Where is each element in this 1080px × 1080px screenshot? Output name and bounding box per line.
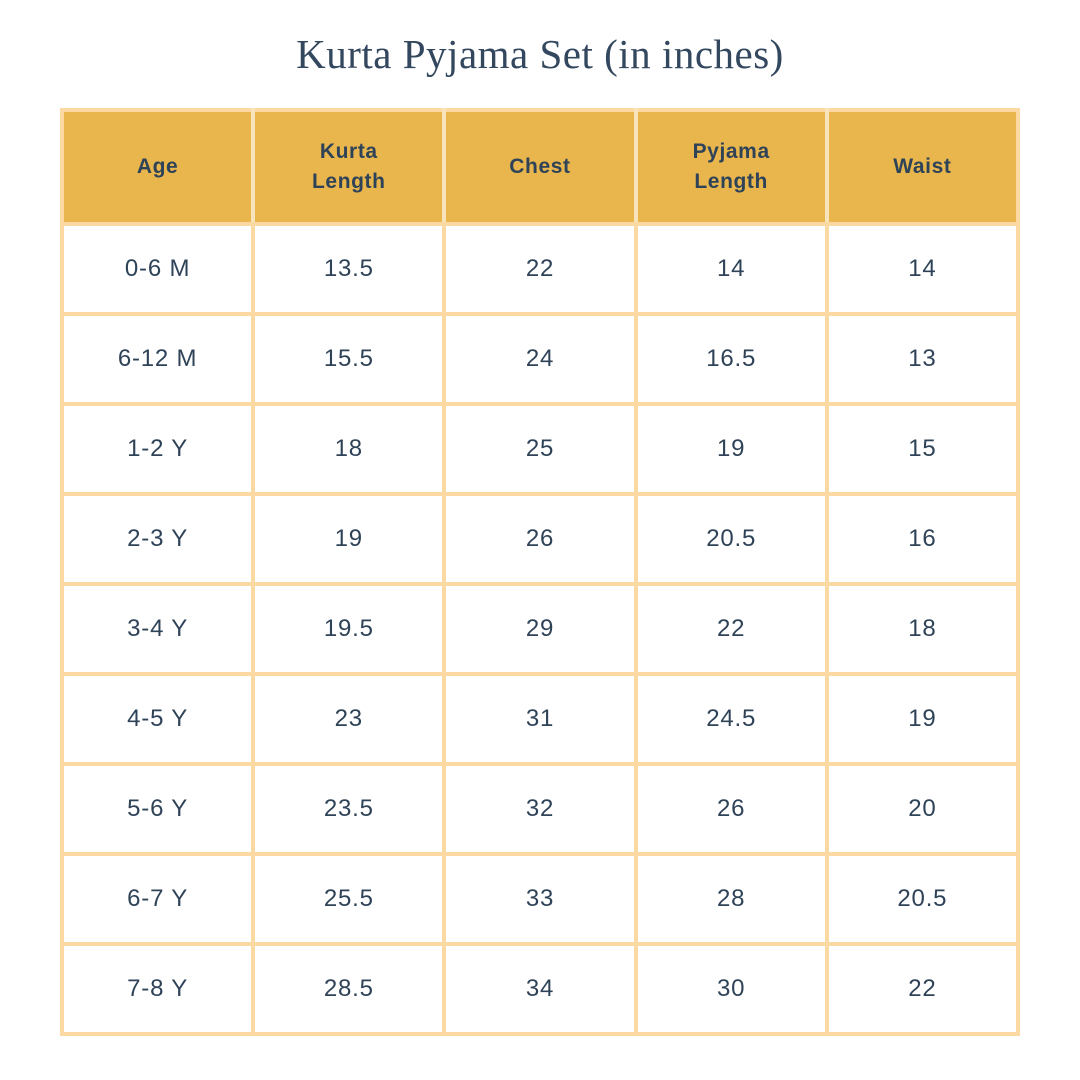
age-cell: 5-6 Y — [62, 764, 253, 854]
value-cell: 23 — [253, 674, 444, 764]
column-header-label: Pyjama Length — [692, 139, 770, 193]
table-row — [62, 314, 1018, 404]
age-cell: 3-4 Y — [62, 584, 253, 674]
column-header-label: Chest — [509, 154, 571, 178]
value-cell: 19 — [253, 494, 444, 584]
age-cell: 7-8 Y — [62, 944, 253, 1034]
value-cell: 14 — [827, 224, 1018, 314]
size-chart-table — [60, 108, 1020, 1036]
column-header-label: Age — [136, 154, 179, 178]
value-cell: 19 — [636, 404, 827, 494]
value-cell: 13 — [827, 314, 1018, 404]
value-cell: 30 — [636, 944, 827, 1034]
column-header-pyjama-length — [636, 110, 827, 224]
table-row — [62, 674, 1018, 764]
value-cell: 23.5 — [253, 764, 444, 854]
column-header-label: Kurta Length — [311, 139, 386, 193]
value-cell: 20.5 — [636, 494, 827, 584]
table-body — [62, 224, 1018, 1034]
value-cell: 18 — [253, 404, 444, 494]
value-cell: 26 — [444, 494, 635, 584]
table-header — [62, 110, 1018, 224]
age-cell: 1-2 Y — [62, 404, 253, 494]
value-cell: 16 — [827, 494, 1018, 584]
value-cell: 22 — [827, 944, 1018, 1034]
value-cell: 26 — [636, 764, 827, 854]
value-cell: 22 — [636, 584, 827, 674]
value-cell: 15 — [827, 404, 1018, 494]
value-cell: 13.5 — [253, 224, 444, 314]
value-cell: 22 — [444, 224, 635, 314]
value-cell: 18 — [827, 584, 1018, 674]
column-header-age — [62, 110, 253, 224]
value-cell: 15.5 — [253, 314, 444, 404]
value-cell: 28 — [636, 854, 827, 944]
table-row — [62, 584, 1018, 674]
value-cell: 29 — [444, 584, 635, 674]
age-cell: 4-5 Y — [62, 674, 253, 764]
value-cell: 32 — [444, 764, 635, 854]
value-cell: 25.5 — [253, 854, 444, 944]
column-header-chest — [444, 110, 635, 224]
age-cell: 2-3 Y — [62, 494, 253, 584]
value-cell: 31 — [444, 674, 635, 764]
header-row — [62, 110, 1018, 224]
value-cell: 16.5 — [636, 314, 827, 404]
table-row — [62, 494, 1018, 584]
value-cell: 19 — [827, 674, 1018, 764]
table-row — [62, 224, 1018, 314]
column-header-waist — [827, 110, 1018, 224]
age-cell: 6-12 M — [62, 314, 253, 404]
value-cell: 25 — [444, 404, 635, 494]
value-cell: 19.5 — [253, 584, 444, 674]
value-cell: 24.5 — [636, 674, 827, 764]
age-cell: 0-6 M — [62, 224, 253, 314]
column-header-kurta-length — [253, 110, 444, 224]
page-title: Kurta Pyjama Set (in inches) — [296, 31, 784, 77]
value-cell: 24 — [444, 314, 635, 404]
value-cell: 20 — [827, 764, 1018, 854]
table-row — [62, 854, 1018, 944]
value-cell: 14 — [636, 224, 827, 314]
age-cell: 6-7 Y — [62, 854, 253, 944]
table-row — [62, 764, 1018, 854]
value-cell: 28.5 — [253, 944, 444, 1034]
value-cell: 34 — [444, 944, 635, 1034]
value-cell: 20.5 — [827, 854, 1018, 944]
column-header-label: Waist — [893, 154, 952, 178]
value-cell: 33 — [444, 854, 635, 944]
table-row — [62, 404, 1018, 494]
table-row — [62, 944, 1018, 1034]
